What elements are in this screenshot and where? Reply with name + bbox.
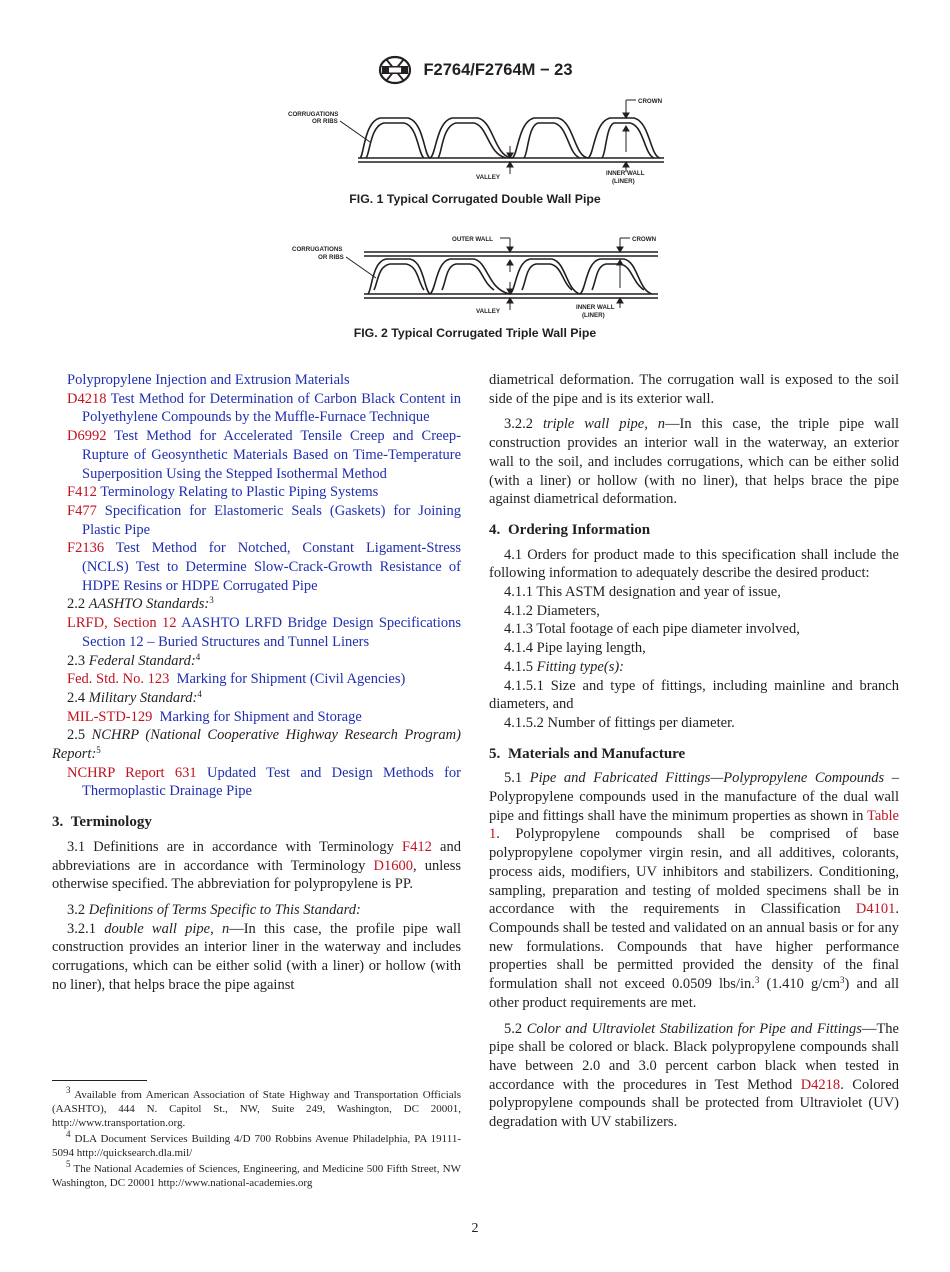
reference-link[interactable]: D4218 <box>67 390 107 407</box>
right-column <box>489 371 899 1132</box>
reference-entry: F477 Specification for Elastomeric Seals (Gaskets) for Joining Plastic Pipe <box>67 502 462 538</box>
reference-link[interactable]: LRFD, Section 12 <box>67 615 177 632</box>
fig2-label-inner-wall: INNER WALL <box>576 304 615 311</box>
paragraph-4-1: 4.1 Orders for product made to this specification shall include the following information to adequately describe the desired product: <box>489 546 899 582</box>
reference-link[interactable]: D6992 <box>67 428 107 445</box>
page-header <box>0 55 950 85</box>
reference-entry: F412 Terminology Relating to Plastic Piping Systems <box>67 484 379 501</box>
reference-link[interactable]: NCHRP Report 631 <box>67 764 197 781</box>
reference-entry: D6992 Test Method for Accelerated Tensile Creep and Creep-Rupture of Geosynthetic Materials Based on Time-Temperature Superposition Using the Stepped Isothermal Method <box>67 428 461 482</box>
paragraph-3-2: 3.2 Definitions of Terms Specific to This Standard: <box>67 901 361 918</box>
list-item: 4.1.3 Total footage of each pipe diameter involved, <box>504 621 800 638</box>
paragraph-3-1: 3.1 Definitions are in accordance with Terminology F412 and abbreviations are in accordance with Terminology D1600, unless otherwise specified. The abbreviation for polypropylene is PP. <box>52 838 462 893</box>
reference-entry: Fed. Std. No. 123 Marking for Shipment (Civil Agencies) <box>67 671 406 688</box>
fig2-label-valley: VALLEY <box>476 308 500 315</box>
section-2-3: 2.3 Federal Standard:$^4$ <box>67 651 201 669</box>
fig1-label-valley: VALLEY <box>476 174 500 181</box>
heading-terminology: 3. Terminology <box>52 814 152 831</box>
terminology-link[interactable]: F412 <box>402 838 432 855</box>
list-item: 4.1.5.2 Number of fittings per diameter. <box>504 714 735 731</box>
list-item: 4.1.1 This ASTM designation and year of issue, <box>504 584 781 601</box>
reference-entry: LRFD, Section 12 AASHTO LRFD Bridge Design Specifications Section 12 – Buried Structures and Tunnel Liners <box>67 615 462 650</box>
paragraph-5-2: 5.2 Color and Ultraviolet Stabilization for Pipe and Fittings—The pipe shall be colored or black. Black polypropylene compounds shall have between 2.0 and 3.0 percent carbon black when tested in accordance with the procedures in Test Method D4218. Colored polypropylene compounds shall be protected from Ultraviolet (UV) degradation with UV stabilizers. <box>489 1020 900 1131</box>
footnote: $^3$ Available from American Association of State Highway and Transportation Officials (AASHTO), 444 N. Capitol St., NW, Suite 249, Washington, DC 20001, http://www.transportation.org. <box>52 1085 461 1130</box>
section-2-5: 2.5 NCHRP (National Cooperative Highway Research Program) Report:$^5$ <box>52 727 461 763</box>
reference-link[interactable]: F2136 <box>67 540 105 557</box>
reference-link[interactable]: Fed. Std. No. 123 <box>67 671 170 688</box>
paragraph-continued: diametrical deformation. The corrugation wall is exposed to the soil side of the pipe and is its exterior wall. <box>489 372 899 407</box>
reference-link[interactable]: MIL-STD-129 <box>67 708 153 725</box>
footnote: $^4$ DLA Document Services Building 4/D 700 Robbins Avenue Philadelphia, PA 19111-5094 http://quicksearch.dla.mil/ <box>52 1129 461 1160</box>
reference-entry: D4218 Test Method for Determination of Carbon Black Content in Polyethylene Compounds by the Muffle-Furnace Technique <box>67 390 461 426</box>
paragraph-4-1-5-1: 4.1.5.1 Size and type of fittings, including mainline and branch diameters, and <box>489 677 899 713</box>
footnote: $^5$ The National Academies of Sciences, Engineering, and Medicine 500 Fifth Street, NW Washington, DC 20001 http://www.national-academies.org <box>52 1159 461 1190</box>
fig1-label-or-ribs: OR RIBS <box>312 118 338 125</box>
reference-link[interactable]: F412 <box>67 484 97 501</box>
section-2-4: 2.4 Military Standard:$^4$ <box>67 688 202 706</box>
figure-1-diagram <box>280 96 670 188</box>
page-number: 2 <box>471 1221 479 1236</box>
reference-link[interactable]: F477 <box>67 502 97 519</box>
paragraph-5-1: 5.1 Pipe and Fabricated Fittings—Polypropylene Compounds – Polypropylene compounds used in the manufacture of the dual wall pipe and fittings shall have the minimum properties as shown in Table 1. Polypropylene compounds shall be comprised of base polypropylene copolymer virgin resin, and all additives, colorants, process aids, modifiers, UV inhibitors and stabilizers. Conditioning, sampling, preparation and testing of molded specimens shall be in accordance with the requirements in Classification D4101. Compounds shall be tested and validated on an annual basis or for any new formulations. Compounds that have higher performance properties shall be permitted provided the density of the final formulation shall not exceed 0.0509 lbs/in.$^3$ (1.410 $g/cm^3$) and all other product requirements are met. <box>489 770 899 1011</box>
list-item: 4.1.2 Diameters, <box>504 602 600 619</box>
reference-entry: MIL-STD-129 Marking for Shipment and Storage <box>67 708 362 725</box>
list-item: 4.1.4 Pipe laying length, <box>504 640 646 657</box>
fig1-label-inner-wall: INNER WALL <box>606 170 645 177</box>
paragraph-3-2-2: 3.2.2 triple wall pipe, n—In this case, the triple pipe wall construction provides an interior wall in the waterway, an exterior wall to the soil, and includes corrugations, which can be either solid (with a liner) or hollow (with no liner), that helps brace the pipe against diametrical deformation. <box>489 416 900 508</box>
footnote-divider <box>52 1080 147 1081</box>
heading-ordering-information: 4. Ordering Information <box>489 521 651 538</box>
reference-entry: Polypropylene Injection and Extrusion Materials <box>67 372 350 388</box>
fig2-label-corrugations: CORRUGATIONS <box>292 246 343 253</box>
heading-materials-and-manufacture: 5. Materials and Manufacture <box>489 745 686 762</box>
classification-link[interactable]: D4101 <box>855 901 896 918</box>
figure-1-caption: FIG. 1 Typical Corrugated Double Wall Pipe <box>349 192 601 206</box>
left-column <box>52 371 461 995</box>
astm-logo-icon <box>377 55 413 85</box>
section-2-2: 2.2 AASHTO Standards:$^3$ <box>67 595 214 613</box>
fig1-label-corrugations: CORRUGATIONS <box>288 111 339 118</box>
figure-2-diagram <box>280 232 670 322</box>
figure-2-caption: FIG. 2 Typical Corrugated Triple Wall Pipe <box>353 326 597 340</box>
table-link[interactable]: Table 1 <box>489 807 899 843</box>
reference-entry: NCHRP Report 631 Updated Test and Design Methods for Thermoplastic Drainage Pipe <box>67 764 462 800</box>
terminology-link[interactable]: D1600 <box>373 857 413 874</box>
standard-designation: F2764/F2764M − 23 <box>423 60 573 79</box>
fig2-label-or-ribs: OR RIBS <box>318 254 344 261</box>
fig2-label-crown: CROWN <box>632 236 657 243</box>
test-method-link[interactable]: D4218 <box>800 1076 841 1093</box>
fig1-label-crown: CROWN <box>638 98 663 105</box>
list-item: 4.1.5 Fitting type(s): <box>504 658 625 675</box>
fig2-label-outer-wall: OUTER WALL <box>452 236 493 243</box>
paragraph-3-2-1: 3.2.1 double wall pipe, n—In this case, the profile pipe wall construction provides an interior liner in the waterway and includes corrugations, which can be either solid (with a liner) or hollow (with no liner), that helps brace the pipe against <box>52 920 461 993</box>
fig2-label-liner: (LINER) <box>582 312 605 319</box>
fig1-label-liner: (LINER) <box>612 178 635 185</box>
reference-entry: F2136 Test Method for Notched, Constant Ligament-Stress (NCLS) Test to Determine Slow-Crack-Growth Resistance of HDPE Resins or HDPE Corrugated Pipe <box>67 540 461 594</box>
footnotes <box>52 1085 461 1192</box>
